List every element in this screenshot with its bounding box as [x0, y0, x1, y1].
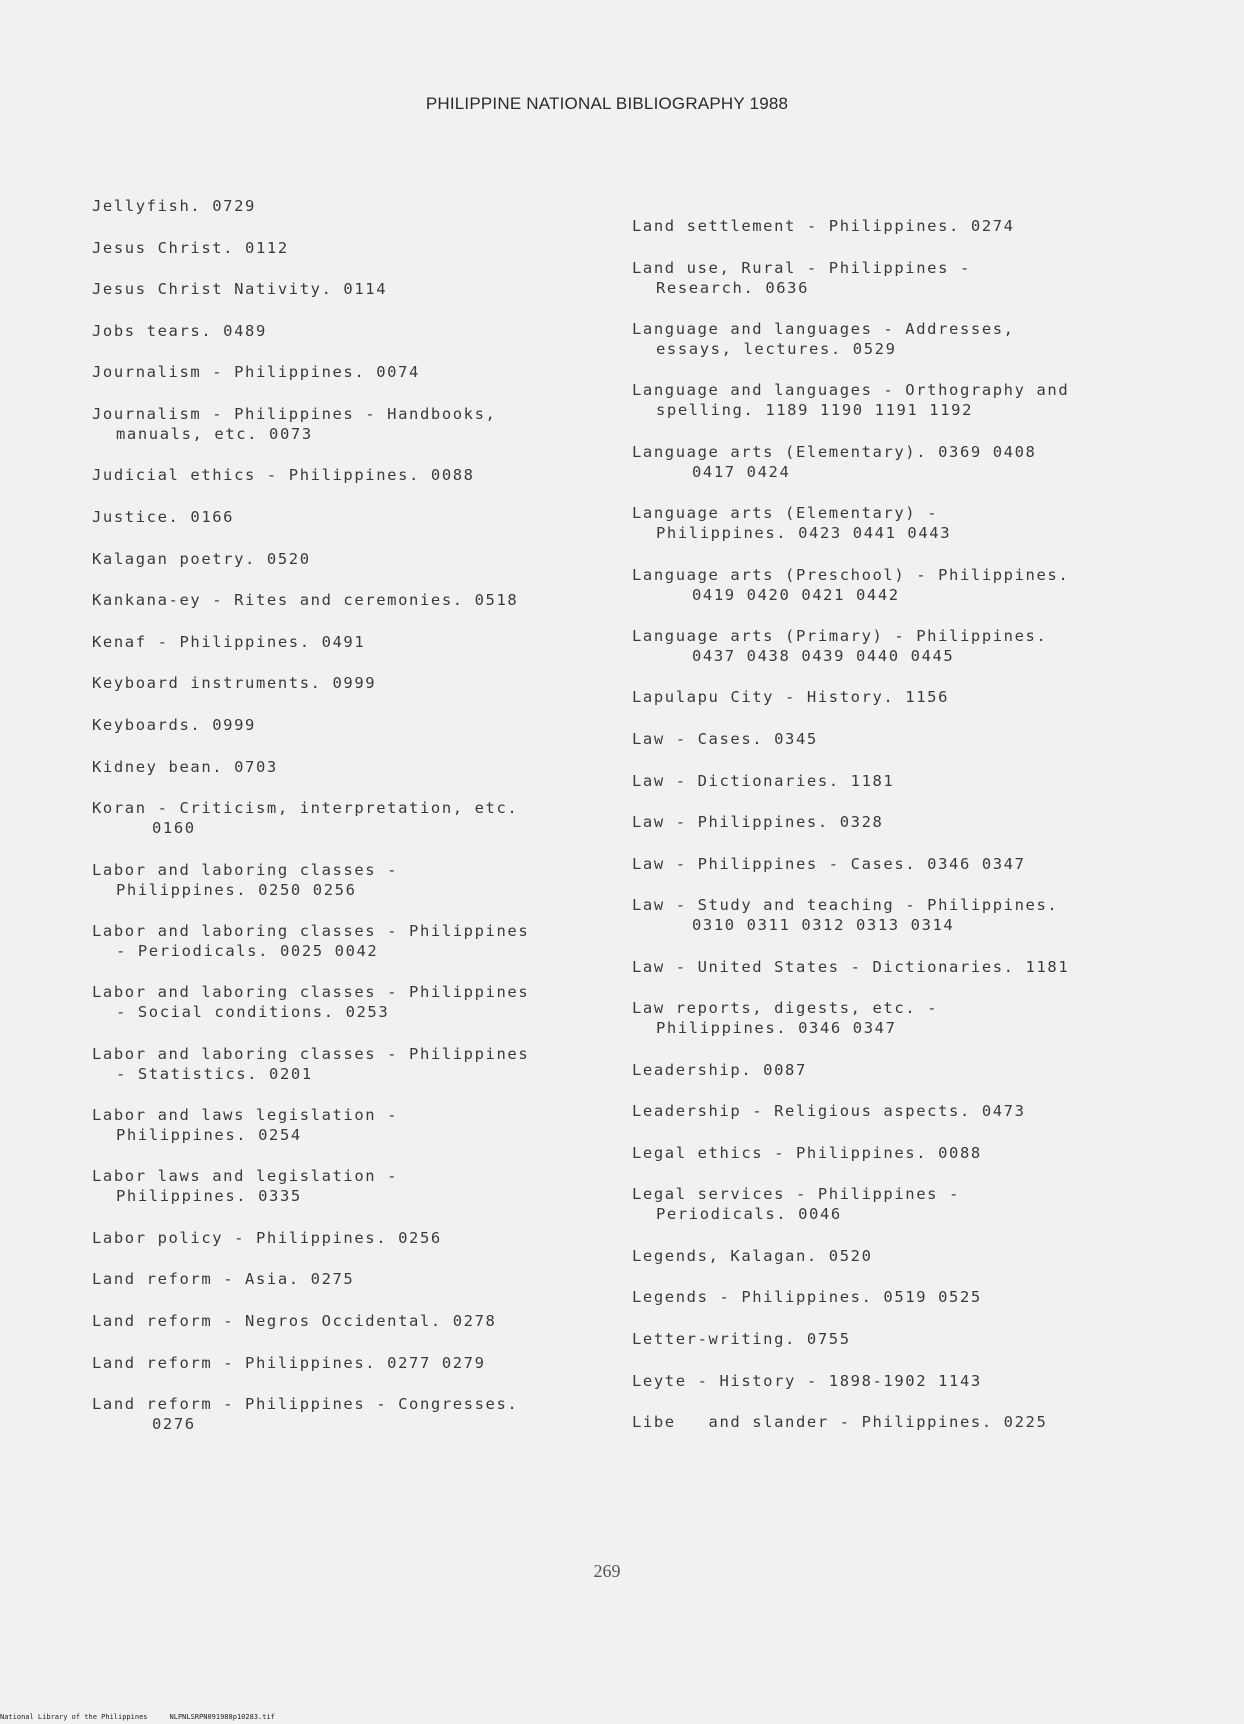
- index-entry: [632, 854, 1212, 874]
- entry-heading: Labor policy - Philippines. 0256: [92, 1228, 442, 1247]
- entry-heading: Land use, Rural - Philippines -: [632, 258, 971, 277]
- index-entry: [632, 1287, 1212, 1307]
- entry-heading: Law - Study and teaching - Philippines.: [632, 896, 1059, 915]
- entry-heading: Jobs tears. 0489: [92, 321, 267, 340]
- index-entry: [92, 632, 612, 652]
- entry-heading: Legal services - Philippines -: [632, 1185, 960, 1204]
- index-entry: [632, 1101, 1212, 1121]
- entry-heading: Jesus Christ. 0112: [92, 238, 289, 257]
- entry-heading: Language arts (Primary) - Philippines.: [632, 626, 1048, 645]
- entry-heading: Law - Philippines - Cases. 0346 0347: [632, 854, 1026, 873]
- entry-heading: Labor and laboring classes - Philippines: [92, 921, 530, 940]
- index-entry: [632, 1329, 1212, 1349]
- index-entry: [92, 757, 612, 777]
- entry-continuation: - Statistics. 0201: [116, 1064, 313, 1083]
- index-entry: [632, 1371, 1212, 1391]
- index-entry: [92, 1166, 612, 1206]
- entry-heading: Labor and laboring classes - Philippines: [92, 983, 530, 1002]
- index-entry: [92, 1394, 612, 1434]
- index-entry: [92, 798, 612, 838]
- entry-continuation: 0437 0438 0439 0440 0445: [692, 646, 955, 665]
- entry-heading: Koran - Criticism, interpretation, etc.: [92, 799, 519, 818]
- index-entry: [92, 1044, 612, 1084]
- index-entry: [632, 687, 1212, 707]
- entry-heading: Lapulapu City - History. 1156: [632, 688, 950, 707]
- index-entry: [92, 196, 612, 216]
- entry-heading: Letter-writing. 0755: [632, 1330, 851, 1349]
- index-entry: [92, 921, 612, 961]
- entry-heading: Journalism - Philippines. 0074: [92, 363, 420, 382]
- index-entry: [632, 380, 1212, 420]
- entry-heading: Land reform - Philippines - Congresses.: [92, 1395, 519, 1414]
- entry-continuation: Research. 0636: [656, 278, 810, 297]
- entry-continuation: 0160: [152, 819, 196, 838]
- entry-heading: Language arts (Elementary). 0369 0408: [632, 442, 1037, 461]
- entry-heading: Kenaf - Philippines. 0491: [92, 632, 366, 651]
- entry-heading: Labor and laboring classes - Philippines: [92, 1044, 530, 1063]
- right-column: [632, 216, 1212, 1454]
- entry-heading: Labor and laws legislation -: [92, 1106, 399, 1125]
- entry-heading: Land reform - Philippines. 0277 0279: [92, 1353, 486, 1372]
- index-entry: [632, 258, 1212, 298]
- entry-continuation: 0276: [152, 1415, 196, 1434]
- entry-heading: Legal ethics - Philippines. 0088: [632, 1143, 982, 1162]
- index-entry: [92, 1228, 612, 1248]
- index-entry: [92, 279, 612, 299]
- entry-heading: Labor laws and legislation -: [92, 1167, 399, 1186]
- index-entry: [632, 1246, 1212, 1266]
- entry-heading: Journalism - Philippines - Handbooks,: [92, 404, 497, 423]
- index-entry: [632, 626, 1212, 666]
- index-entry: [632, 565, 1212, 605]
- index-entry: [632, 1412, 1212, 1432]
- left-column: [92, 196, 612, 1456]
- entry-continuation: Philippines. 0250 0256: [116, 880, 357, 899]
- index-entry: [92, 362, 612, 382]
- index-entry: [92, 982, 612, 1022]
- index-entry: [92, 321, 612, 341]
- entry-heading: Judicial ethics - Philippines. 0088: [92, 466, 475, 485]
- entry-continuation: Philippines. 0335: [116, 1187, 302, 1206]
- entry-heading: Labor and laboring classes -: [92, 860, 399, 879]
- index-entry: [92, 404, 612, 444]
- entry-heading: Keyboard instruments. 0999: [92, 674, 377, 693]
- entry-heading: Legends, Kalagan. 0520: [632, 1246, 873, 1265]
- entry-heading: Leyte - History - 1898-1902 1143: [632, 1371, 982, 1390]
- index-entry: [632, 895, 1212, 935]
- entry-continuation: 0417 0424: [692, 462, 791, 481]
- index-entry: [632, 771, 1212, 791]
- entry-continuation: Periodicals. 0046: [656, 1205, 842, 1224]
- entry-continuation: Philippines. 0254: [116, 1126, 302, 1145]
- index-entry: [92, 1311, 612, 1331]
- entry-heading: Leadership - Religious aspects. 0473: [632, 1102, 1026, 1121]
- entry-heading: Keyboards. 0999: [92, 715, 256, 734]
- index-entry: [632, 1184, 1212, 1224]
- index-entry: [632, 319, 1212, 359]
- entry-heading: Kankana-ey - Rites and ceremonies. 0518: [92, 591, 519, 610]
- entry-continuation: 0419 0420 0421 0442: [692, 585, 900, 604]
- index-entry: [92, 1105, 612, 1145]
- entry-heading: Land reform - Asia. 0275: [92, 1270, 355, 1289]
- index-entry: [632, 957, 1212, 977]
- index-entry: [92, 1269, 612, 1289]
- entry-heading: Land reform - Negros Occidental. 0278: [92, 1312, 497, 1331]
- entry-heading: Law - Philippines. 0328: [632, 813, 884, 832]
- entry-heading: Jesus Christ Nativity. 0114: [92, 280, 388, 299]
- entry-continuation: manuals, etc. 0073: [116, 424, 313, 443]
- entry-heading: Language arts (Preschool) - Philippines.: [632, 565, 1070, 584]
- entry-heading: Language and languages - Addresses,: [632, 319, 1015, 338]
- entry-continuation: Philippines. 0423 0441 0443: [656, 524, 952, 543]
- index-entry: [92, 507, 612, 527]
- entry-continuation: essays, lectures. 0529: [656, 339, 897, 358]
- entry-heading: Jellyfish. 0729: [92, 197, 256, 215]
- index-entry: [632, 216, 1212, 236]
- index-entry: [92, 465, 612, 485]
- index-entry: [92, 238, 612, 258]
- index-entry: [92, 1353, 612, 1373]
- index-entry: [92, 860, 612, 900]
- index-entry: [92, 715, 612, 735]
- index-entry: [92, 590, 612, 610]
- index-entry: [632, 442, 1212, 482]
- entry-heading: Law - United States - Dictionaries. 1181: [632, 957, 1070, 976]
- index-entry: [632, 1143, 1212, 1163]
- entry-heading: Leadership. 0087: [632, 1060, 807, 1079]
- entry-heading: Kidney bean. 0703: [92, 757, 278, 776]
- entry-heading: Language arts (Elementary) -: [632, 504, 939, 523]
- entry-heading: Law reports, digests, etc. -: [632, 999, 939, 1018]
- entry-heading: Land settlement - Philippines. 0274: [632, 217, 1015, 235]
- entry-heading: Law - Cases. 0345: [632, 729, 818, 748]
- entry-continuation: - Social conditions. 0253: [116, 1003, 390, 1022]
- entry-heading: Kalagan poetry. 0520: [92, 549, 311, 568]
- page-header: PHILIPPINE NATIONAL BIBLIOGRAPHY 1988: [425, 94, 789, 113]
- index-entry: [632, 1060, 1212, 1080]
- entry-heading: Justice. 0166: [92, 507, 235, 526]
- entry-heading: Libe and slander - Philippines. 0225: [632, 1413, 1048, 1432]
- footer-library: National Library of the Philippines: [0, 1713, 148, 1721]
- entry-continuation: - Periodicals. 0025 0042: [116, 941, 379, 960]
- entry-continuation: Philippines. 0346 0347: [656, 1019, 897, 1038]
- index-entry: [632, 729, 1212, 749]
- index-entry: [92, 673, 612, 693]
- entry-heading: Legends - Philippines. 0519 0525: [632, 1288, 982, 1307]
- index-entry: [632, 812, 1212, 832]
- entry-continuation: 0310 0311 0312 0313 0314: [692, 916, 955, 935]
- entry-heading: Law - Dictionaries. 1181: [632, 771, 895, 790]
- index-entry: [632, 503, 1212, 543]
- page-number: 269: [593, 1561, 621, 1581]
- entry-heading: Language and languages - Orthography and: [632, 381, 1070, 400]
- footer-file: NLPNLSRPN091988p10283.tif: [169, 1713, 275, 1721]
- entry-continuation: spelling. 1189 1190 1191 1192: [656, 401, 974, 420]
- index-entry: [92, 549, 612, 569]
- index-entry: [632, 998, 1212, 1038]
- scan-footer: [0, 1713, 297, 1721]
